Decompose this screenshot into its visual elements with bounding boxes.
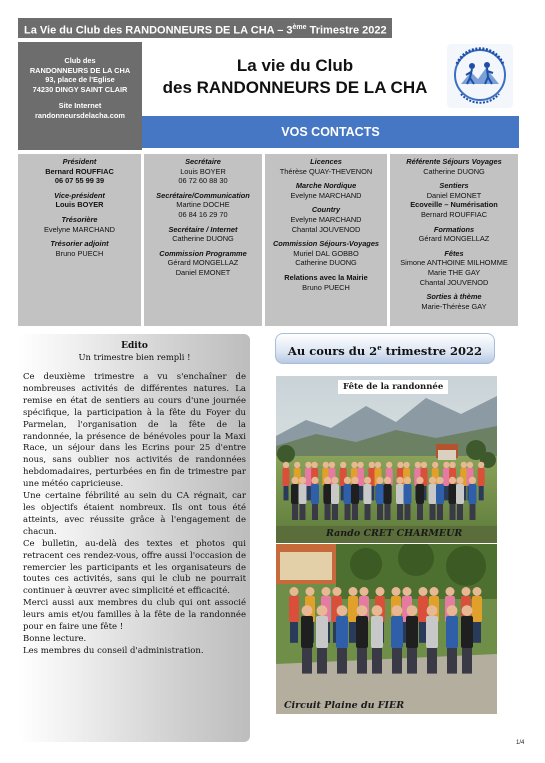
edito-paragraph: Une certaine fébrilité au sein du CA régnait, car les objectifs étaient nombreux. Ils ont tous été atteints, avec réussite grâce à l'engagement de chacun.	[23, 491, 246, 537]
trimestre-text-end: trimestre 2022	[381, 343, 483, 358]
contacts-column-3	[265, 154, 387, 326]
club-info-line: 74230 DINGY SAINT CLAIR	[32, 84, 128, 94]
top-banner-text-end: Trimestre 2022	[306, 24, 387, 37]
club-info-line: RANDONNEURS DE LA CHA	[29, 65, 131, 75]
contact-role: Country	[311, 205, 341, 215]
trimestre-text: Au cours du 2	[287, 343, 378, 358]
contact-name: Bernard ROUFFIAC	[420, 209, 488, 219]
photo-badge: Fête de la randonnée	[338, 380, 448, 394]
club-info-line: Club des	[64, 56, 96, 65]
contact-role: Formations	[433, 224, 475, 234]
contact-role: Relations avec la Mairie	[284, 272, 368, 282]
contact-name: Gérard MONGELLAZ	[167, 258, 239, 268]
contact-name: Chantal JOUVENOD	[291, 224, 361, 234]
top-banner	[18, 18, 392, 38]
contact-role: Sorties à thème	[426, 292, 482, 302]
photo-cret-charmeur	[276, 376, 497, 543]
page-title-line2: des RANDONNEURS DE LA CHA	[162, 78, 428, 97]
photo-caption: Circuit Plaine du FIER	[284, 700, 405, 711]
trimestre-heading	[275, 333, 495, 364]
edito-paragraph: Ce bulletin, au-delà des textes et photos qui retracent ces rendez-vous, offre aussi l'occasion de remercier les participants et les organisateurs de toutes ces activités, sans qui le club ne pourrait continuer à œuvrer avec simplicité et efficacité.	[23, 538, 246, 597]
contact-role: Licences	[310, 157, 342, 166]
club-info-box	[18, 42, 142, 150]
contact-name: Gérard MONGELLAZ	[418, 234, 490, 244]
contact-name: Evelyne MARCHAND	[290, 190, 362, 200]
contact-name: Thérèse QUAY-THEVENON	[279, 166, 373, 176]
contact-name: Evelyne MARCHAND	[290, 214, 362, 224]
edito-paragraph: Ce deuxième trimestre a vu s'enchaîner de nombreuses activités de différentes natures. La remise en état de sentiers au cours d'une journée spécifique, la participation à la fête du Foyer du Parmelan, l'organisation de la fête de la randonnée, la présence de bénévoles pour la Maxi Race, un séjour dans les Ecrins pour 25 d'entre nous, sans oublier nos activités de randonnées hebdomadaires, perturbées en fin de trimestre par une météo capricieuse.	[23, 372, 246, 490]
contact-role: Ecoveille – Numérisation	[410, 200, 498, 210]
contact-name: Marie-Thérèse GAY	[421, 301, 487, 311]
contact-role: Vice-président	[54, 190, 105, 200]
contact-name: Daniel EMONET	[426, 190, 482, 200]
contact-name: Bernard ROUFFIAC	[45, 166, 114, 176]
contact-name: Muriel DAL GOBBO	[293, 248, 359, 258]
contact-name: Louis BOYER	[55, 200, 104, 210]
page-title-line1: La vie du Club	[236, 56, 354, 75]
contact-role: Trésorier adjoint	[50, 239, 109, 249]
edito-box	[18, 334, 250, 742]
contact-phone: 06 72 60 88 30	[178, 176, 228, 186]
contact-name: Catherine DUONG	[295, 258, 357, 268]
photo-caption: Rando CRET CHARMEUR	[326, 528, 463, 539]
contacts-column-4	[390, 154, 518, 326]
contact-role: Secrétaire	[185, 157, 221, 166]
contact-name: Louis BOYER	[180, 166, 226, 176]
edito-paragraph: Bonne lecture.	[23, 633, 87, 644]
contact-role: Commission Séjours-Voyages	[272, 239, 380, 249]
trimestre-superscript: e	[377, 343, 382, 352]
contact-name: Chantal JOUVENOD	[419, 277, 489, 287]
contact-role: Trésorière	[61, 214, 98, 224]
contact-name: Bruno PUECH	[302, 282, 350, 292]
contact-role: Commission Programme	[159, 248, 247, 258]
contact-phone: 06 84 16 29 70	[178, 209, 228, 219]
contacts-column-2	[144, 154, 262, 326]
contact-role: Référente Séjours Voyages	[406, 157, 502, 166]
edito-paragraph: Merci aussi aux membres du club qui ont associé leurs amis et/ou familles à la fête de la randonnée pour en faire une fête !	[23, 598, 246, 633]
edito-subtitle: Un trimestre bien rempli !	[78, 352, 191, 362]
club-info-line: 93, place de l'Eglise	[45, 75, 115, 84]
contact-role: Secrétaire/Communication	[156, 190, 250, 200]
hikers-logo-icon	[447, 44, 513, 108]
contact-role: Fêtes	[444, 248, 464, 258]
contact-role: Président	[62, 157, 97, 166]
contacts-title: VOS CONTACTS	[142, 116, 519, 148]
contact-name: Catherine DUONG	[172, 234, 234, 244]
top-banner-superscript: ème	[292, 24, 307, 31]
edito-paragraph: Les membres du conseil d'administration.	[23, 645, 204, 656]
site-url[interactable]: randonneursdelacha.com	[35, 110, 125, 120]
contact-name: Daniel EMONET	[175, 267, 231, 277]
page-number: 1/4	[516, 740, 525, 746]
contact-name: Marie THE GAY	[427, 267, 481, 277]
top-banner-text: La Vie du Club des RANDONNEURS DE LA CHA – 3	[24, 24, 293, 37]
group-path-photo	[276, 544, 497, 714]
contact-role: Sentiers	[439, 181, 469, 191]
contact-name: Evelyne MARCHAND	[43, 224, 116, 234]
photo-plaine-du-fier	[276, 544, 497, 714]
contact-role: Marche Nordique	[295, 181, 357, 191]
contact-phone: 06 07 55 99 39	[54, 176, 105, 186]
club-logo	[447, 44, 513, 108]
contact-role: Secrétaire / Internet	[168, 224, 238, 234]
contact-name: Martine DOCHE	[176, 200, 230, 210]
site-label: Site Internet	[58, 101, 102, 110]
edito-title: Edito	[121, 341, 148, 351]
group-mountain-photo	[276, 376, 497, 543]
contact-name: Bruno PUECH	[55, 248, 104, 258]
contact-name: Simone ANTHOINE MILHOMME	[400, 258, 508, 268]
contact-name: Catherine DUONG	[423, 166, 485, 176]
contacts-column-1	[18, 154, 141, 326]
page-title	[147, 42, 443, 112]
